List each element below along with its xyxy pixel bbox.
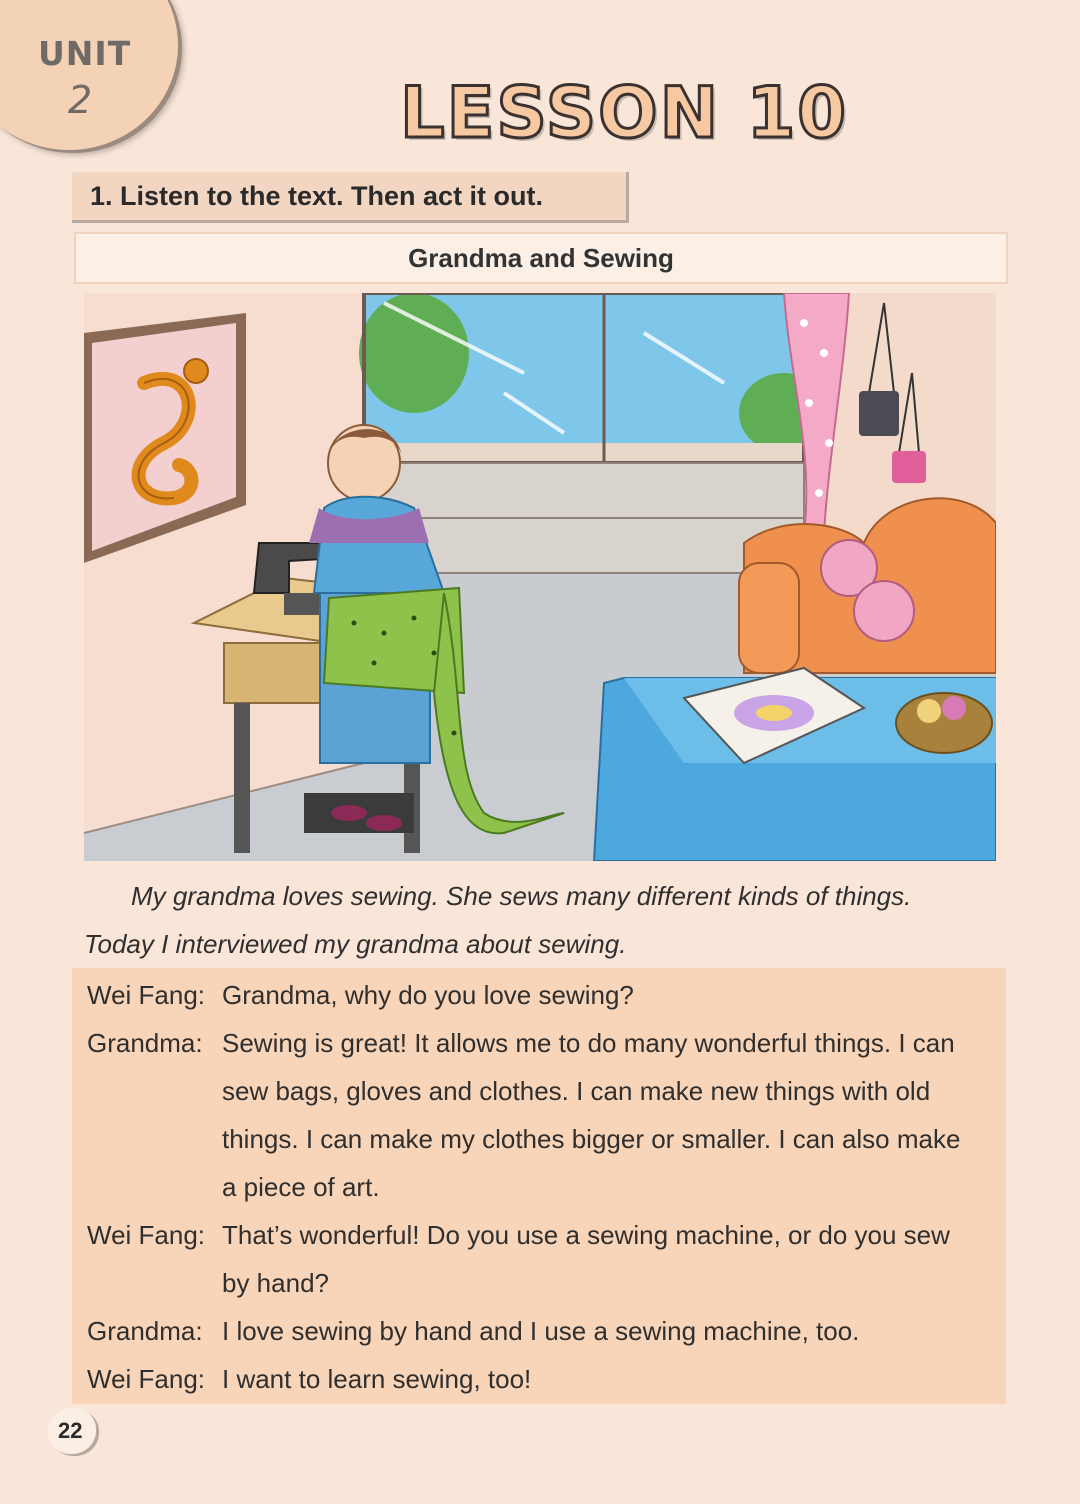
unit-badge	[0, 0, 178, 150]
dialogue-line: a piece of art.	[222, 1172, 380, 1202]
unit-number: 2	[68, 78, 93, 122]
speaker-name: Wei Fang:	[87, 1220, 206, 1250]
task-instruction: 1. Listen to the text. Then act it out.	[90, 181, 544, 211]
story-title-bar	[74, 232, 1008, 284]
window	[359, 293, 829, 573]
speaker-name: Grandma:	[87, 1316, 203, 1346]
dialogue-line: by hand?	[222, 1268, 329, 1298]
dialogue-line: sew bags, gloves and clothes. I can make new things with old	[222, 1076, 931, 1106]
intro-line-2: Today I interviewed my grandma about sewing.	[84, 929, 627, 959]
page-number: 22	[58, 1418, 83, 1443]
blue-table	[594, 668, 996, 861]
speaker-name: Grandma:	[87, 1028, 203, 1058]
dialogue-line: things. I can make my clothes bigger or smaller. I can also make	[222, 1124, 961, 1154]
intro-paragraph	[84, 872, 984, 968]
page-number-badge	[48, 1408, 96, 1454]
speaker-name: Wei Fang:	[87, 980, 206, 1010]
dialogue-line: That’s wonderful! Do you use a sewing machine, or do you sew	[222, 1220, 950, 1250]
dialogue-line: I want to learn sewing, too!	[222, 1364, 532, 1394]
lesson-title: LESSON 10	[400, 72, 848, 154]
task-instruction-box	[72, 172, 629, 223]
speaker-name: Wei Fang:	[87, 1364, 206, 1394]
story-title: Grandma and Sewing	[408, 243, 674, 273]
dialogue-box	[72, 968, 1006, 1404]
dialogue-line: Sewing is great! It allows me to do many wonderful things. I can	[222, 1028, 955, 1058]
sewing-illustration	[84, 293, 996, 861]
dialogue-line: Grandma, why do you love sewing?	[222, 980, 634, 1010]
intro-line-1: My grandma loves sewing. She sews many different kinds of things.	[131, 881, 912, 911]
unit-label: UNIT	[38, 34, 132, 73]
dialogue-line: I love sewing by hand and I use a sewing machine, too.	[222, 1316, 860, 1346]
